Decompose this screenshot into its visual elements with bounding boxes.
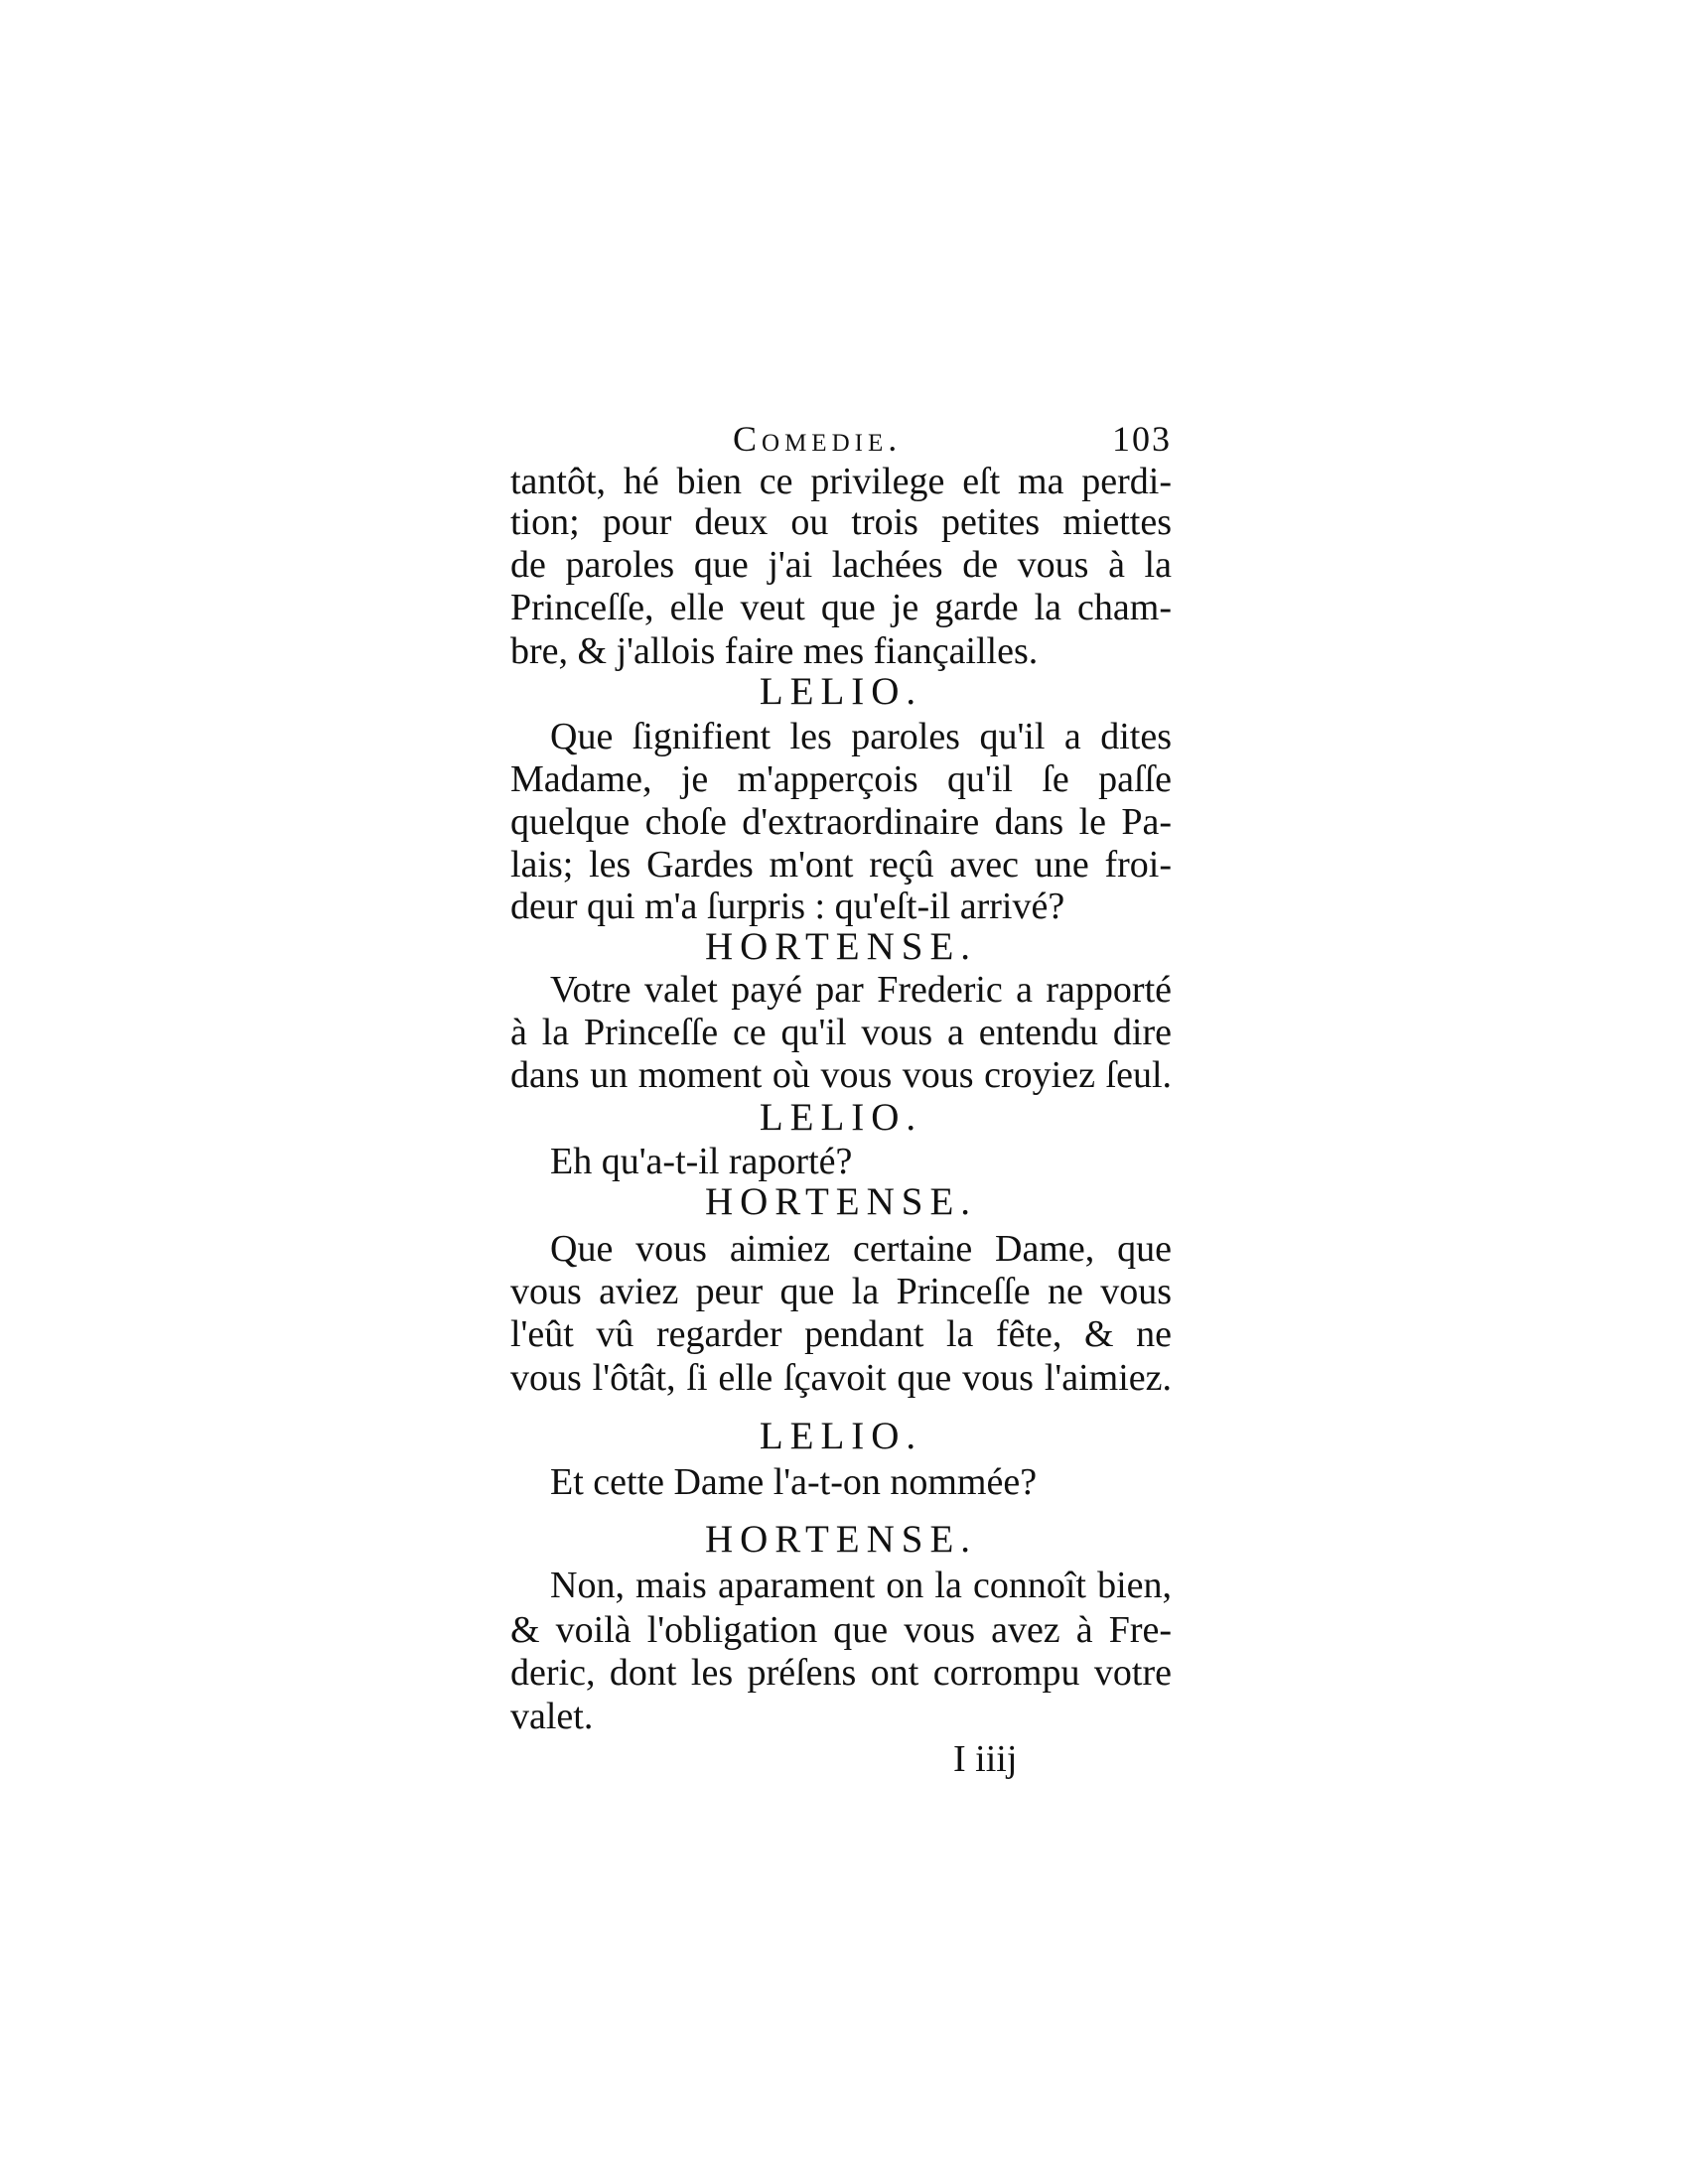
running-header [510, 415, 1172, 463]
text-line: Que ſignifient les paroles qu'il a dites [550, 716, 1172, 757]
text-line: deric, dont les préſens ont corrompu votre [510, 1652, 1172, 1694]
text-line: vous aviez peur que la Princeſſe ne vous [510, 1271, 1172, 1312]
running-title: Comedie. [733, 419, 903, 459]
text-line: l'eût vû regarder pendant la fête, & ne [510, 1313, 1172, 1355]
text-line: dans un moment où vous vous croyiez ſeul. [510, 1054, 1172, 1096]
speaker-name: LELIO. [759, 1096, 923, 1139]
text-line: lais; les Gardes m'ont reçû avec une froi- [510, 844, 1172, 886]
text-line: vous l'ôtât, ſi elle ſçavoit que vous l'aimiez. [510, 1357, 1172, 1399]
text-line: tantôt, hé bien ce privilege eſt ma perdi- [510, 461, 1172, 502]
signature-mark: I iiij [953, 1738, 1018, 1780]
text-line: tion; pour deux ou trois petites miettes [510, 501, 1172, 543]
text-line: Madame, je m'apperçois qu'il ſe paſſe [510, 758, 1172, 800]
speaker-name: LELIO. [759, 1415, 923, 1457]
speaker-name: HORTENSE. [704, 1518, 978, 1561]
text-line: Eh qu'a-t-il raporté? [550, 1141, 853, 1182]
text-line: Princeſſe, elle veut que je garde la cham- [510, 587, 1172, 628]
text-line: bre, & j'allois faire mes fiançailles. [510, 630, 1039, 672]
speaker-name: HORTENSE. [704, 925, 978, 968]
text-line: Non, mais aparament on la connoît bien, [550, 1565, 1172, 1606]
text-line: Que vous aimiez certaine Dame, que [550, 1228, 1172, 1270]
text-line: valet. [510, 1696, 594, 1737]
text-line: Et cette Dame l'a-t-on nommée? [550, 1461, 1038, 1503]
text-line: quelque choſe d'extraordinaire dans le Pa- [510, 801, 1172, 843]
text-line: Votre valet payé par Frederic a rapporté [550, 969, 1172, 1011]
text-line: deur qui m'a ſurpris : qu'eſt-il arrivé? [510, 886, 1065, 927]
page-number: 103 [1112, 419, 1172, 459]
speaker-name: LELIO. [759, 670, 923, 713]
text-line: & voilà l'obligation que vous avez à Fre- [510, 1609, 1172, 1651]
text-line: à la Princeſſe ce qu'il vous a entendu dire [510, 1012, 1172, 1053]
text-line: de paroles que j'ai lachées de vous à la [510, 544, 1172, 586]
speaker-name: HORTENSE. [704, 1180, 978, 1223]
